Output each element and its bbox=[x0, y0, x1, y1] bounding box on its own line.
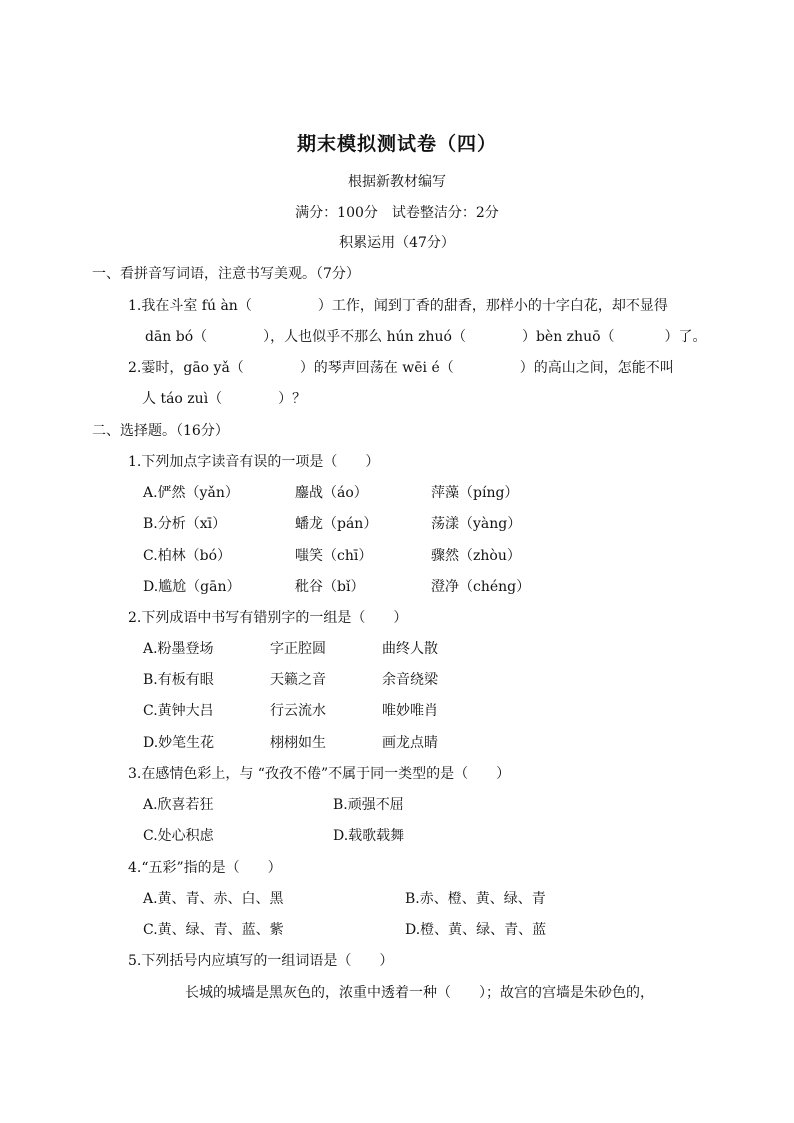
option-c-word-3: 唯妙唯肖 bbox=[382, 703, 438, 719]
question-2-5-stem: 5.下列括号内应填写的一组词语是（ ） bbox=[128, 953, 394, 969]
q-text: ）了。 bbox=[664, 329, 707, 345]
option-c-word-2: 嗤笑（chī） bbox=[295, 548, 373, 564]
question-2-5-passage: 长城的城墙是黑灰色的，浓重中透着一种（ ）；故宫的宫墙是朱砂色的， bbox=[185, 985, 654, 1001]
option-a-word-2: 字正腔圆 bbox=[270, 641, 326, 657]
q-text: ），人也似乎不那么 hún zhuó（ bbox=[263, 329, 466, 345]
page-title: 期末模拟测试卷（四） bbox=[296, 133, 497, 155]
option-a: A.黄、青、赤、白、黑 bbox=[143, 891, 284, 907]
q-text: dān bó（ bbox=[145, 329, 208, 345]
option-a: A.俨然（yǎn） bbox=[143, 485, 239, 501]
option-c: C.黄钟大吕 bbox=[143, 703, 214, 719]
q-text: 2.霎时，gāo yǎ（ bbox=[128, 360, 244, 376]
question-1-2-line-1 bbox=[128, 358, 674, 378]
q-text: ）工作，闻到丁香的甜香，那样小的十字白花，却不显得 bbox=[317, 298, 668, 314]
option-b: B.有板有眼 bbox=[143, 672, 214, 688]
option-d-word-3: 画龙点睛 bbox=[382, 735, 438, 751]
question-2-4-stem: 4.“五彩”指的是（ ） bbox=[128, 860, 282, 876]
section-heading-2: 二、选择题。（16分） bbox=[92, 423, 229, 439]
option-c: C.黄、绿、青、蓝、紫 bbox=[143, 922, 284, 938]
option-d: D.妙笔生花 bbox=[143, 735, 215, 751]
option-a-word-3: 曲终人散 bbox=[382, 641, 438, 657]
page-subtitle: 根据新教材编写 bbox=[348, 174, 446, 190]
option-a: A.粉墨登场 bbox=[143, 641, 214, 657]
option-a: A.欣喜若狂 bbox=[143, 797, 214, 813]
option-d: D.橙、黄、绿、青、蓝 bbox=[405, 922, 547, 938]
question-1-1-line-1 bbox=[128, 296, 668, 316]
q-text: ）的琴声回荡在 wēi é（ bbox=[299, 360, 454, 376]
option-d: D.载歌载舞 bbox=[333, 828, 405, 844]
q-text: 人 táo zuì（ bbox=[142, 391, 223, 407]
option-b-word-3: 荡漾（yàng） bbox=[431, 516, 522, 532]
option-a-word-2: 鏖战（áo） bbox=[295, 485, 368, 501]
q-text: ）？ bbox=[278, 391, 307, 407]
option-d-word-3: 澄净（chéng） bbox=[431, 579, 531, 595]
question-1-2-line-2 bbox=[142, 389, 306, 409]
question-2-3-stem: 3.在感情色彩上，与 “孜孜不倦”不属于同一类型的是（ ） bbox=[128, 766, 511, 782]
score-info: 满分：100分 试卷整洁分：2分 bbox=[295, 205, 499, 221]
section-heading-1: 一、看拼音写词语，注意书写美观。（7分） bbox=[92, 266, 360, 282]
option-c-word-3: 骤然（zhòu） bbox=[431, 548, 521, 564]
option-d-word-2: 秕谷（bǐ） bbox=[295, 579, 365, 595]
q-text: ）bèn zhuō（ bbox=[521, 329, 615, 345]
question-2-2-stem: 2.下列成语中书写有错别字的一组是（ ） bbox=[128, 610, 408, 626]
q-text: 1.我在斗室 fú àn（ bbox=[128, 298, 252, 314]
option-b: B.分析（xī） bbox=[143, 516, 227, 532]
option-a-word-3: 萍藻（píng） bbox=[431, 485, 519, 501]
option-c: C.柏林（bó） bbox=[143, 548, 232, 564]
option-b-word-3: 余音绕梁 bbox=[382, 672, 438, 688]
option-c-word-2: 行云流水 bbox=[270, 703, 326, 719]
option-c: C.处心积虑 bbox=[143, 828, 214, 844]
option-b: B.顽强不屈 bbox=[333, 797, 404, 813]
question-1-1-line-2 bbox=[145, 327, 707, 347]
part-title: 积累运用（47分） bbox=[339, 235, 455, 251]
q-text: ）的高山之间，怎能不叫 bbox=[519, 360, 674, 376]
option-b-word-2: 天籁之音 bbox=[270, 672, 326, 688]
option-d-word-2: 栩栩如生 bbox=[270, 735, 326, 751]
question-2-1-stem: 1.下列加点字读音有误的一项是（ ） bbox=[128, 454, 380, 470]
option-b: B.赤、橙、黄、绿、青 bbox=[405, 891, 546, 907]
option-d: D.尴尬（gān） bbox=[143, 579, 241, 595]
option-b-word-2: 蟠龙（pán） bbox=[295, 516, 378, 532]
